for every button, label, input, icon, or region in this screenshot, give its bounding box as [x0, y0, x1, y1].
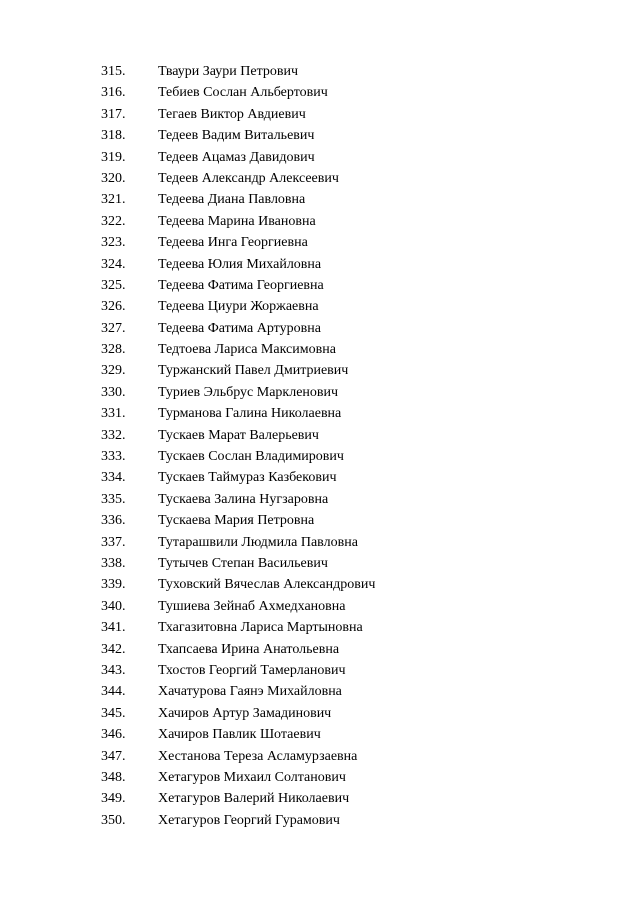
- list-item: [0, 339, 640, 360]
- item-number: 350.: [101, 812, 126, 828]
- name-list: [0, 61, 640, 831]
- item-number: 333.: [101, 449, 126, 465]
- list-item: [0, 147, 640, 168]
- person-name: Тушиева Зейнаб Ахмедхановна: [158, 598, 346, 614]
- list-item: [0, 617, 640, 638]
- item-number: 348.: [101, 769, 126, 785]
- list-item: [0, 82, 640, 103]
- list-item: [0, 596, 640, 617]
- list-item: [0, 810, 640, 831]
- list-item: [0, 489, 640, 510]
- person-name: Туховский Вячеслав Александрович: [158, 577, 376, 593]
- person-name: Туржанский Павел Дмитриевич: [158, 363, 349, 379]
- person-name: Тедеев Александр Алексеевич: [158, 170, 339, 186]
- list-item: [0, 446, 640, 467]
- person-name: Тедеева Диана Павловна: [158, 192, 306, 208]
- item-number: 318.: [101, 128, 126, 144]
- person-name: Тедеев Ацамаз Давидович: [158, 149, 315, 165]
- person-name: Тебиев Сослан Альбертович: [158, 85, 328, 101]
- item-number: 323.: [101, 235, 126, 251]
- person-name: Хачиров Павлик Шотаевич: [158, 727, 321, 743]
- list-item: [0, 360, 640, 381]
- list-item: [0, 211, 640, 232]
- person-name: Тедеева Фатима Артуровна: [158, 320, 321, 336]
- list-item: [0, 425, 640, 446]
- item-number: 329.: [101, 363, 126, 379]
- item-number: 346.: [101, 727, 126, 743]
- person-name: Тваури Заури Петрович: [158, 64, 299, 79]
- list-item: [0, 189, 640, 210]
- person-name: Тедеева Циури Жоржаевна: [158, 299, 319, 315]
- list-item: [0, 382, 640, 403]
- person-name: Тхагазитовна Лариса Мартыновна: [158, 620, 363, 636]
- item-number: 326.: [101, 299, 126, 315]
- item-number: 338.: [101, 555, 126, 571]
- item-number: 343.: [101, 662, 126, 678]
- item-number: 341.: [101, 620, 126, 636]
- item-number: 336.: [101, 513, 126, 529]
- list-item: [0, 104, 640, 125]
- person-name: Туриев Эльбрус Маркленович: [158, 384, 339, 400]
- person-name: Тутарашвили Людмила Павловна: [158, 534, 358, 550]
- person-name: Тускаева Залина Нугзаровна: [158, 491, 329, 507]
- list-item: [0, 275, 640, 296]
- item-number: 327.: [101, 320, 126, 336]
- list-item: [0, 767, 640, 788]
- item-number: 334.: [101, 470, 126, 486]
- list-item: [0, 125, 640, 146]
- item-number: 316.: [101, 85, 126, 101]
- person-name: Тедеева Инга Георгиевна: [158, 235, 308, 251]
- person-name: Тускаев Сослан Владимирович: [158, 449, 344, 465]
- person-name: Тедеева Юлия Михайловна: [158, 256, 322, 272]
- item-number: 331.: [101, 406, 126, 422]
- list-item: [0, 788, 640, 809]
- list-item: [0, 574, 640, 595]
- person-name: Турманова Галина Николаевна: [158, 406, 342, 422]
- list-item: [0, 660, 640, 681]
- list-item: [0, 254, 640, 275]
- person-name: Тегаев Виктор Авдиевич: [158, 106, 306, 122]
- item-number: 319.: [101, 149, 126, 165]
- person-name: Тедеева Фатима Георгиевна: [158, 277, 324, 293]
- item-number: 320.: [101, 170, 126, 186]
- person-name: Тускаев Таймураз Казбекович: [158, 470, 337, 486]
- list-item: [0, 703, 640, 724]
- item-number: 345.: [101, 705, 126, 721]
- list-item: [0, 403, 640, 424]
- person-name: Тедтоева Лариса Максимовна: [158, 342, 336, 358]
- item-number: 339.: [101, 577, 126, 593]
- person-name: Тхостов Георгий Тамерланович: [158, 662, 346, 678]
- person-name: Хетагуров Валерий Николаевич: [158, 791, 350, 807]
- list-item: [0, 681, 640, 702]
- person-name: Тхапсаева Ирина Анатольевна: [158, 641, 340, 657]
- person-name: Тедеев Вадим Витальевич: [158, 128, 315, 144]
- person-name: Хачиров Артур Замадинович: [158, 705, 332, 721]
- list-item: [0, 318, 640, 339]
- item-number: 330.: [101, 384, 126, 400]
- item-number: 332.: [101, 427, 126, 443]
- item-number: 337.: [101, 534, 126, 550]
- list-item: [0, 296, 640, 317]
- person-name: Хетагуров Георгий Гурамович: [158, 812, 340, 828]
- list-item: [0, 232, 640, 253]
- item-number: 342.: [101, 641, 126, 657]
- item-number: 347.: [101, 748, 126, 764]
- item-number: 315.: [101, 64, 126, 79]
- item-number: 321.: [101, 192, 126, 208]
- item-number: 325.: [101, 277, 126, 293]
- item-number: 317.: [101, 106, 126, 122]
- person-name: Тедеева Марина Ивановна: [158, 213, 316, 229]
- item-number: 349.: [101, 791, 126, 807]
- item-number: 322.: [101, 213, 126, 229]
- list-item: [0, 724, 640, 745]
- person-name: Хестанова Тереза Асламурзаевна: [158, 748, 358, 764]
- list-item: [0, 510, 640, 531]
- item-number: 335.: [101, 491, 126, 507]
- list-item: [0, 553, 640, 574]
- list-item: [0, 168, 640, 189]
- person-name: Тускаева Мария Петровна: [158, 513, 315, 529]
- item-number: 324.: [101, 256, 126, 272]
- item-number: 328.: [101, 342, 126, 358]
- list-item: [0, 746, 640, 767]
- person-name: Тускаев Марат Валерьевич: [158, 427, 319, 443]
- person-name: Хетагуров Михаил Солтанович: [158, 769, 346, 785]
- list-item: [0, 532, 640, 553]
- list-item: [0, 639, 640, 660]
- item-number: 340.: [101, 598, 126, 614]
- person-name: Хачатурова Гаянэ Михайловна: [158, 684, 342, 700]
- item-number: 344.: [101, 684, 126, 700]
- list-item: [0, 467, 640, 488]
- person-name: Тутычев Степан Васильевич: [158, 555, 328, 571]
- list-item: [0, 61, 640, 82]
